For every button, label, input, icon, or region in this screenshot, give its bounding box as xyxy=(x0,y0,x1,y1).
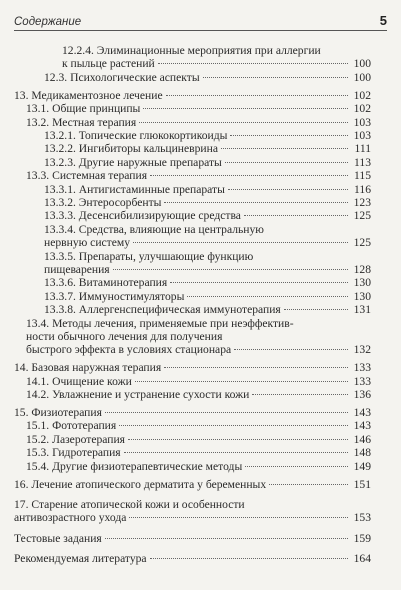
dot-leader xyxy=(158,63,348,64)
dot-leader xyxy=(170,282,348,283)
toc-entry[interactable] xyxy=(14,317,371,357)
toc-entry-page: 116 xyxy=(354,182,371,196)
dot-leader xyxy=(203,77,348,78)
toc-entry-text: 13.3.5. Препараты, улучшающие функцию xyxy=(44,249,254,263)
dot-leader xyxy=(124,452,348,453)
toc-entry[interactable] xyxy=(14,89,371,102)
toc-entry-page: 125 xyxy=(353,209,371,223)
toc-entry-page: 103 xyxy=(353,128,371,142)
toc-entry-page: 146 xyxy=(353,432,371,446)
dot-leader xyxy=(143,108,348,109)
dot-leader xyxy=(119,425,348,426)
toc-entry-text: быстрого эффекта в условиях стационара xyxy=(26,343,232,357)
dot-leader xyxy=(105,538,348,539)
toc-entry[interactable] xyxy=(14,419,371,432)
toc-entry[interactable] xyxy=(14,129,371,142)
running-header xyxy=(14,6,387,31)
dot-leader xyxy=(234,349,348,350)
toc-entry-text: 13.3. Системная терапия xyxy=(26,169,148,183)
dot-leader xyxy=(244,215,348,216)
toc-entry[interactable] xyxy=(14,446,371,459)
dot-leader xyxy=(135,381,348,382)
dot-leader xyxy=(164,202,348,203)
toc-entry-text: 16. Лечение атопического дерматита у беременных xyxy=(14,477,267,491)
toc-entry-text: 17. Старение атопической кожи и особенности xyxy=(14,498,245,511)
toc-entry[interactable] xyxy=(14,361,371,374)
toc-entry-text: 13.3.3. Десенсибилизирующие средства xyxy=(44,209,241,223)
toc-entry-text: 14.1. Очищение кожи xyxy=(26,374,132,388)
toc-entry-page: 149 xyxy=(353,459,371,473)
toc-entry[interactable] xyxy=(14,102,371,115)
toc-entry[interactable] xyxy=(14,196,371,209)
toc-entry-text: 13.2.3. Другие наружные препараты xyxy=(44,155,222,169)
table-of-contents xyxy=(14,44,371,566)
toc-entry[interactable] xyxy=(14,433,371,446)
toc-entry-page: 130 xyxy=(353,289,371,303)
toc-entry[interactable] xyxy=(14,388,371,401)
dot-leader xyxy=(105,412,348,413)
toc-entry-page: 111 xyxy=(354,142,371,156)
dot-leader xyxy=(166,95,348,96)
dot-leader xyxy=(225,162,348,163)
toc-entry-text: Тестовые задания xyxy=(14,531,102,545)
dot-leader xyxy=(221,148,348,149)
toc-entry-page: 131 xyxy=(353,303,371,317)
dot-leader xyxy=(164,367,348,368)
toc-entry-text: к пыльце растений xyxy=(62,57,155,71)
dot-leader xyxy=(150,558,348,559)
toc-entry[interactable] xyxy=(14,406,371,419)
toc-entry[interactable] xyxy=(14,223,371,250)
toc-entry[interactable] xyxy=(14,290,371,303)
dot-leader xyxy=(139,122,348,123)
toc-entry-page: 102 xyxy=(353,102,371,116)
dot-leader xyxy=(129,517,348,518)
toc-entry[interactable] xyxy=(14,209,371,222)
toc-entry[interactable] xyxy=(14,498,371,525)
toc-entry-text: 13.3.7. Иммуностимуляторы xyxy=(44,289,185,303)
toc-entry-page: 133 xyxy=(353,374,371,388)
toc-entry-page: 148 xyxy=(353,446,371,460)
header-title: Содержание xyxy=(14,16,82,28)
toc-entry-page: 113 xyxy=(354,155,371,169)
toc-entry-text: 15.2. Лазеротерапия xyxy=(26,432,126,446)
toc-entry-page: 143 xyxy=(353,406,371,420)
toc-entry-text: 13.3.2. Энтеросорбенты xyxy=(44,195,162,209)
toc-entry-text: 13.3.1. Антигистаминные препараты xyxy=(44,182,225,196)
toc-entry-text: Рекомендуемая литература xyxy=(14,552,147,566)
dot-leader xyxy=(133,242,348,243)
toc-entry[interactable] xyxy=(14,250,371,277)
toc-entry-text: 14. Базовая наружная терапия xyxy=(14,361,162,375)
toc-entry[interactable] xyxy=(14,169,371,182)
toc-entry-text: 13.3.6. Витаминотерапия xyxy=(44,276,168,290)
dot-leader xyxy=(228,189,348,190)
toc-entry-page: 164 xyxy=(353,552,371,566)
toc-entry-page: 136 xyxy=(353,388,371,402)
toc-entry[interactable] xyxy=(14,375,371,388)
toc-entry-text: 13.3.4. Средства, влияющие на центральную xyxy=(44,222,264,236)
toc-entry-page: 159 xyxy=(353,531,371,545)
toc-entry-text: 13.2. Местная терапия xyxy=(26,115,137,129)
toc-entry-page: 100 xyxy=(353,57,371,71)
toc-entry-page: 133 xyxy=(353,361,371,375)
toc-entry-text: 13.2.2. Ингибиторы кальциневрина xyxy=(44,142,218,156)
toc-entry-text: 13. Медикаментозное лечение xyxy=(14,88,163,102)
toc-entry-text: пищеварения xyxy=(44,263,110,276)
dot-leader xyxy=(150,175,348,176)
toc-entry-text: 15. Физиотерапия xyxy=(14,406,102,420)
toc-entry[interactable] xyxy=(14,116,371,129)
toc-entry-text: 13.3.8. Аллергенспецифическая иммунотерапия xyxy=(44,303,281,317)
toc-entry-text: 12.2.4. Элиминационные мероприятия при аллергии xyxy=(62,44,321,57)
dot-leader xyxy=(269,484,348,485)
dot-leader xyxy=(230,135,348,136)
toc-entry[interactable] xyxy=(14,478,371,491)
toc-entry-text: 12.3. Психологические аспекты xyxy=(44,70,200,84)
toc-entry[interactable] xyxy=(14,44,371,71)
dot-leader xyxy=(128,439,348,440)
toc-entry[interactable] xyxy=(14,183,371,196)
page-number: 5 xyxy=(379,13,387,28)
toc-entry-page: 143 xyxy=(353,419,371,433)
toc-entry[interactable] xyxy=(14,552,371,565)
toc-entry-text: нервную систему xyxy=(44,236,131,250)
dot-leader xyxy=(113,269,348,270)
toc-entry[interactable] xyxy=(14,142,371,155)
toc-entry-text: 13.4. Методы лечения, применяемые при неэффектив- xyxy=(26,316,294,330)
toc-entry-page: 125 xyxy=(353,236,371,250)
toc-entry-page: 102 xyxy=(353,88,371,102)
toc-entry-page: 103 xyxy=(353,115,371,129)
toc-entry-text: антивозрастного ухода xyxy=(14,511,127,525)
dot-leader xyxy=(187,296,348,297)
toc-entry[interactable] xyxy=(14,276,371,289)
toc-entry-text: 15.3. Гидротерапия xyxy=(26,446,121,460)
toc-entry-page: 132 xyxy=(353,343,371,357)
toc-entry-page: 100 xyxy=(353,70,371,84)
toc-entry-page: 115 xyxy=(354,169,371,183)
toc-entry-text: 14.2. Увлажнение и устранение сухости кожи xyxy=(26,388,250,402)
toc-entry-page: 151 xyxy=(353,477,371,491)
toc-entry[interactable] xyxy=(14,460,371,473)
toc-entry[interactable] xyxy=(14,303,371,316)
toc-entry-page: 153 xyxy=(353,511,371,525)
toc-entry-text: 13.1. Общие принципы xyxy=(26,102,141,116)
toc-entry-page: 128 xyxy=(353,263,371,276)
toc-entry-page: 130 xyxy=(353,276,371,290)
dot-leader xyxy=(284,309,348,310)
toc-entry-text: ности обычного лечения для получения xyxy=(26,330,223,344)
toc-entry[interactable] xyxy=(14,71,371,84)
toc-entry[interactable] xyxy=(14,532,371,545)
dot-leader xyxy=(252,394,348,395)
toc-entry-page: 123 xyxy=(353,195,371,209)
toc-entry[interactable] xyxy=(14,156,371,169)
dot-leader xyxy=(245,466,348,467)
toc-entry-text: 15.4. Другие физиотерапевтические методы xyxy=(26,459,243,473)
toc-entry-text: 13.2.1. Топические глюкокортикоиды xyxy=(44,128,228,142)
toc-entry-text: 15.1. Фототерапия xyxy=(26,419,117,433)
